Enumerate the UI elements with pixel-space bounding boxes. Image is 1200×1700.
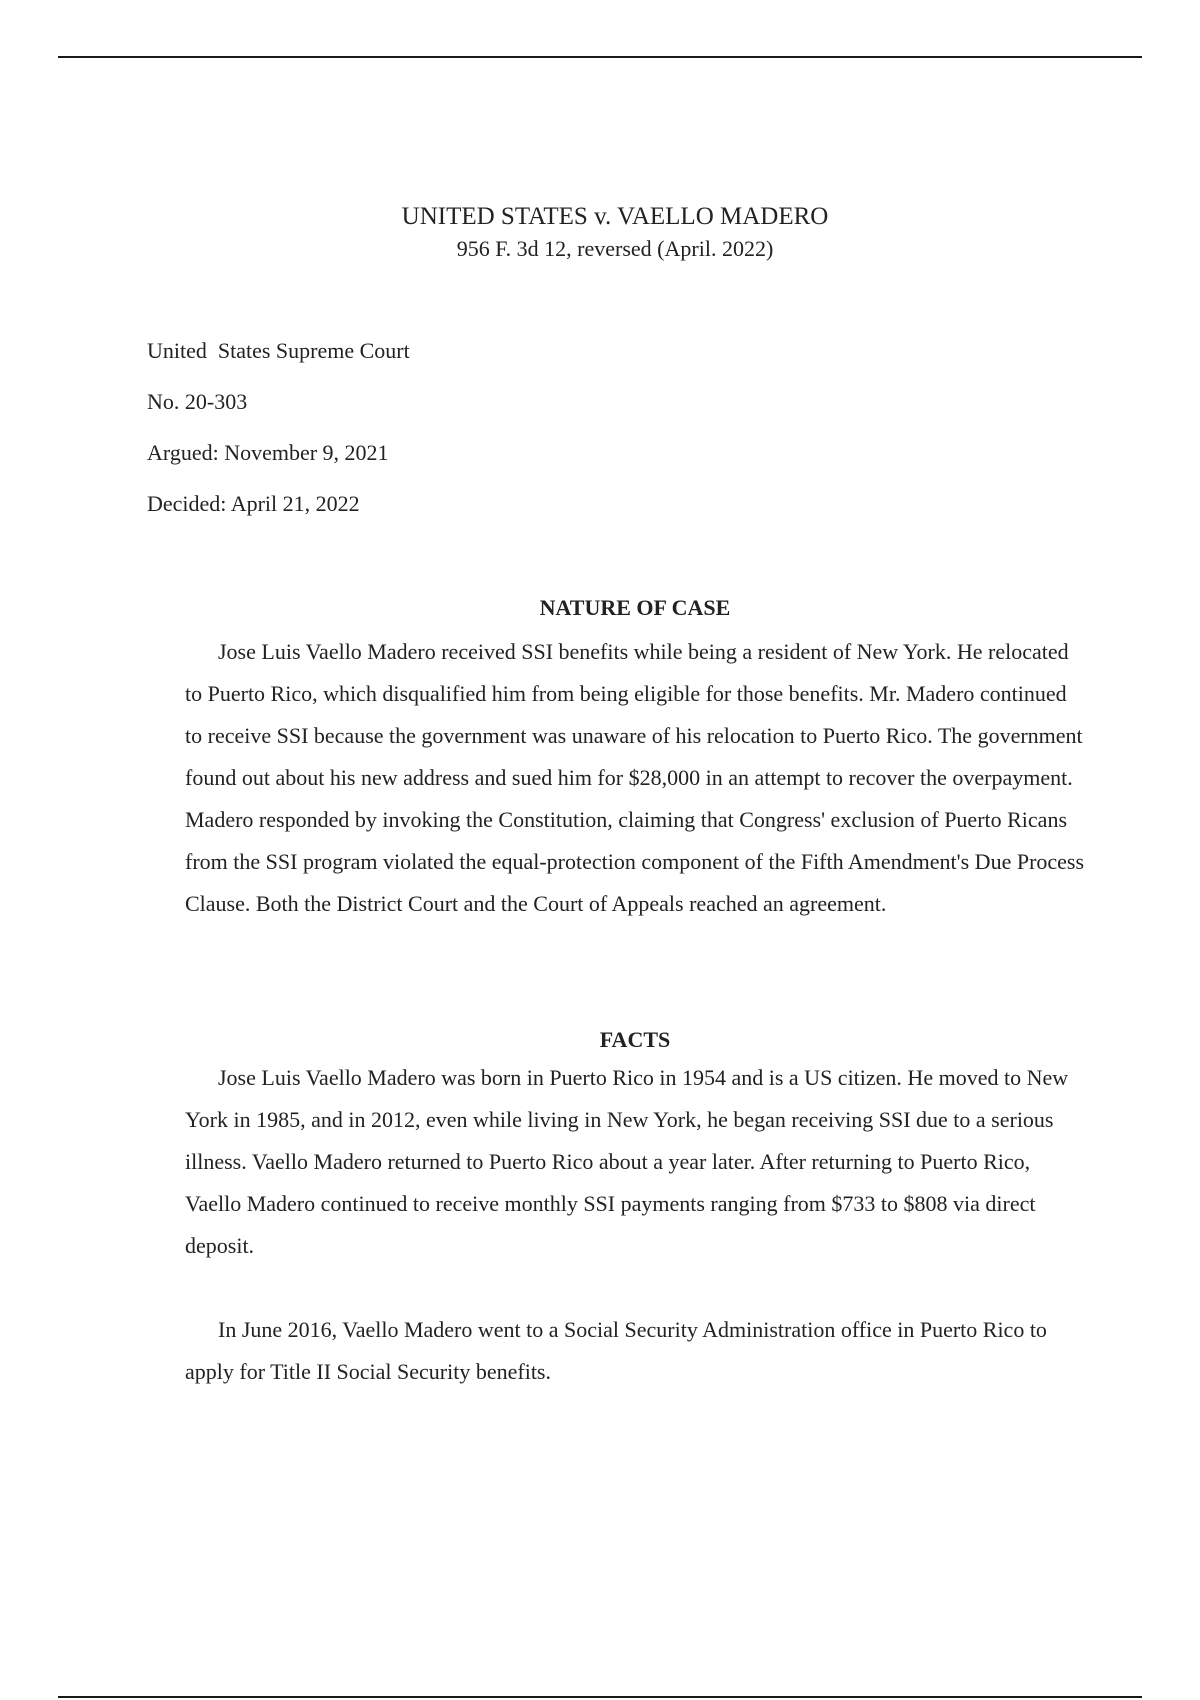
case-metadata xyxy=(147,336,410,540)
facts-paragraph-2: In June 2016, Vaello Madero went to a Social Security Administration office in Puerto Rico to apply for Title II Social Security benefits. xyxy=(185,1317,1047,1384)
argued-date: Argued: November 9, 2021 xyxy=(147,440,389,465)
top-rule xyxy=(58,56,1142,58)
nature-of-case-section xyxy=(185,593,1085,925)
court-name: United States Supreme Court xyxy=(147,338,410,363)
case-citation: 956 F. 3d 12, reversed (April. 2022) xyxy=(456,236,774,261)
decided-date: Decided: April 21, 2022 xyxy=(147,491,360,516)
title-block xyxy=(0,200,1200,264)
nature-of-case-heading: NATURE OF CASE xyxy=(539,595,731,620)
nature-of-case-paragraph: Jose Luis Vaello Madero received SSI benefits while being a resident of New York. He relocated to Puerto Rico, which disqualified him from being eligible for those benefits. Mr. Madero continued to receive SSI because the government was unaware of his relocation to Puerto Rico. The government found out about his new address and sued him for $28,000 in an attempt to recover the overpayment. Madero responded by invoking the Constitution, claiming that Congress' exclusion of Puerto Ricans from the SSI program violated the equal-protection component of the Fifth Amendment's Due Process Clause. Both the District Court and the Court of Appeals reached an agreement. xyxy=(185,639,1085,916)
bottom-rule xyxy=(58,1696,1142,1698)
docket-number: No. 20-303 xyxy=(147,389,248,414)
case-title: UNITED STATES v. VAELLO MADERO xyxy=(401,203,829,230)
facts-heading: FACTS xyxy=(599,1027,671,1052)
facts-section xyxy=(185,1025,1085,1393)
facts-paragraph-1: Jose Luis Vaello Madero was born in Puerto Rico in 1954 and is a US citizen. He moved to New York in 1985, and in 2012, even while living in New York, he began receiving SSI due to a serious illness. Vaello Madero returned to Puerto Rico about a year later. After returning to Puerto Rico, Vaello Madero continued to receive monthly SSI payments ranging from $733 to $808 via direct deposit. xyxy=(185,1065,1069,1258)
